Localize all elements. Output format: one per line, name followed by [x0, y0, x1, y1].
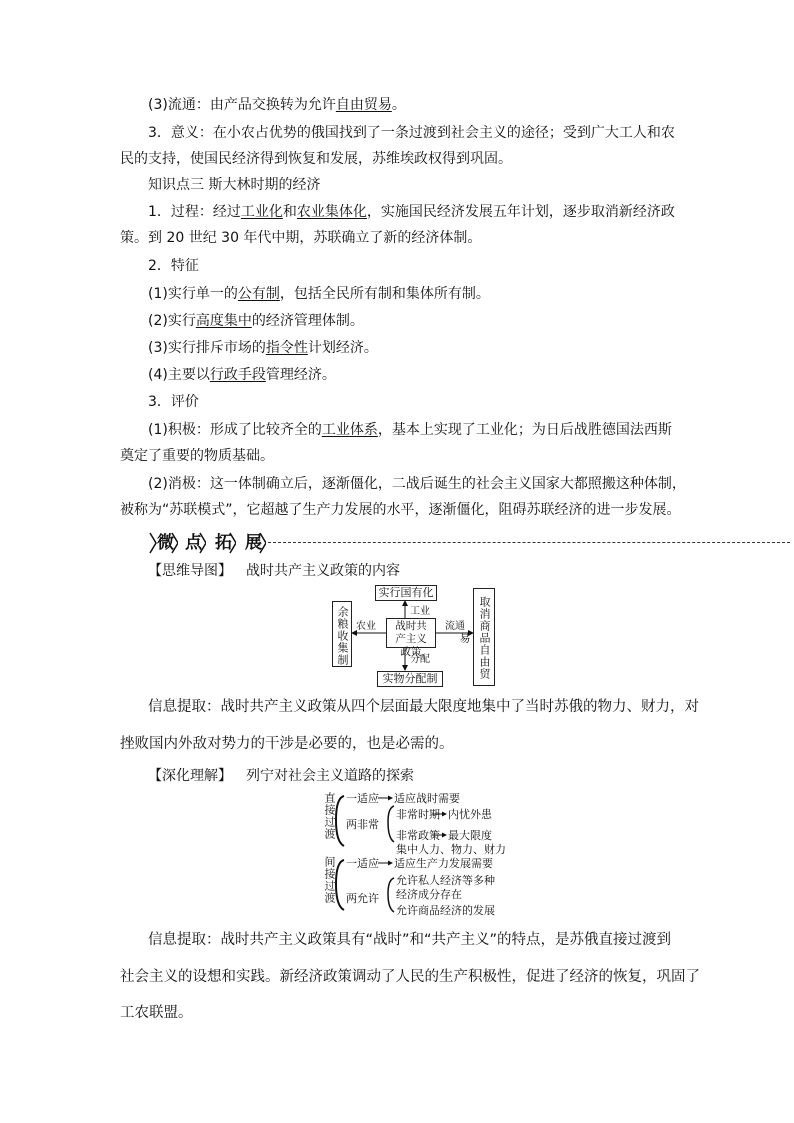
label-extraordinary-policy: 非常政策: [396, 829, 440, 842]
label-one-adapt-direct: 一适应: [346, 792, 379, 805]
text: 的经济管理体制。: [251, 313, 364, 329]
underlined-term: 高度集中: [195, 313, 252, 329]
info-extraction-2a: 信息提取：战时共产主义政策具有“战时”和“共产主义”的特点，是苏俄直接过渡到: [148, 932, 672, 948]
text: (2)实行: [148, 313, 196, 329]
banner-char: 拓: [215, 533, 232, 553]
knowledge-point-heading: 知识点三 斯大林时期的经济: [148, 177, 321, 193]
label-indirect-transition: 间接过渡: [323, 856, 336, 904]
underlined-term: 公有制: [237, 286, 280, 302]
banner-dashed-rule: [268, 542, 790, 543]
paragraph-circulation: [148, 95, 406, 115]
mindmap-diagram: [330, 584, 500, 688]
evaluation-positive-1: [148, 420, 672, 440]
subheading-evaluation: 3．评价: [148, 394, 199, 410]
underlined-term: 农业集体化: [296, 204, 367, 220]
paragraph-process-2: 策。到 20 世纪 30 年代中期，苏联确立了新的经济体制。: [120, 230, 482, 246]
text: 和: [282, 204, 297, 220]
text: (3)流通：由产品交换转为允许: [148, 97, 336, 113]
text: ，基本上实现了工业化；为日后战胜德国法西斯: [377, 422, 672, 438]
text: ，包括全民所有制和集体所有制。: [279, 286, 490, 302]
label-distribution: 分配: [410, 654, 430, 665]
text: 计划经济。: [307, 340, 378, 356]
section-title: 列宁对社会主义道路的探索: [246, 768, 414, 784]
feature-2: [148, 311, 364, 331]
paragraph-process-1: [148, 202, 675, 222]
label-allow-private: 允许私人经济等多种: [396, 874, 495, 887]
label-productivity-needs: 适应生产力发展需要: [394, 857, 493, 870]
text: 1．过程：经过: [148, 204, 241, 220]
text: (1)积极：形成了比较齐全的: [148, 422, 322, 438]
info-extraction-1b: 挫败国内外敌对势力的干涉是必要的，也是必需的。: [120, 736, 454, 752]
tag-label: 【深化理解】: [148, 768, 232, 784]
banner-chevron: [206, 532, 236, 554]
underlined-term: 自由贸易: [335, 97, 392, 113]
label-wartime-needs: 适应战时需要: [394, 792, 460, 805]
feature-1: [148, 284, 490, 304]
evaluation-negative-1: (2)消极：这一体制确立后，逐渐僵化，二战后诞生的社会主义国家大都照搬这种体制，: [148, 476, 686, 492]
mindmap-heading: [148, 561, 400, 581]
label-internal-external-troubles: 内忧外患: [448, 808, 492, 821]
info-extraction-2c: 工农联盟。: [120, 1005, 193, 1021]
node-distribution: 实物分配制: [377, 671, 443, 687]
section-banner: [148, 530, 790, 556]
banner-char: 展: [245, 533, 262, 553]
label-maximum: 最大限度: [448, 829, 492, 842]
label-extraordinary-period: 非常时期: [396, 808, 440, 821]
label-one-adapt-indirect: 一适应: [346, 857, 379, 870]
text: 管理经济。: [265, 367, 336, 383]
text: (4)主要以: [148, 367, 210, 383]
paragraph-significance-1: 3．意义：在小农占优势的俄国找到了一条过渡到社会主义的途径；受到广大工人和农: [148, 125, 675, 141]
label-agriculture: 农业: [356, 621, 376, 632]
underlined-term: 工业体系: [321, 422, 378, 438]
node-abolish-trade: 取消商品自由贸易: [473, 588, 495, 686]
banner-char: 点: [185, 533, 202, 553]
tag-label: 【思维导图】: [148, 563, 232, 579]
node-nationalization: 实行国有化: [375, 585, 437, 601]
paragraph-significance-2: 民的支持，使国民经济得到恢复和发展，苏维埃政权得到巩固。: [120, 151, 512, 167]
label-two-extraordinary: 两非常: [346, 818, 379, 831]
node-center-policy: 战时共产主义政策: [386, 618, 436, 648]
label-circulation: 流通: [445, 621, 465, 632]
info-extraction-2b: 社会主义的设想和实践。新经济政策调动了人民的生产积极性，促进了经济的恢复，巩固了: [120, 969, 700, 985]
lenin-path-diagram: [322, 790, 506, 920]
deepen-heading: [148, 766, 414, 786]
label-industry: 工业: [410, 606, 430, 617]
label-direct-transition: 直接过渡: [323, 792, 336, 840]
node-grain-requisition: 余粮收集制: [332, 601, 352, 667]
underlined-term: 指令性: [265, 340, 308, 356]
banner-chevron: [176, 532, 206, 554]
evaluation-positive-2: 奠定了重要的物质基础。: [120, 448, 274, 464]
label-concentrate-resources: 集中人力、物力、财力: [396, 843, 506, 856]
feature-4: [148, 365, 336, 385]
text: ，实施国民经济发展五年计划，逐步取消新经济政: [366, 204, 675, 220]
label-allow-commodity: 允许商品经济的发展: [396, 904, 495, 917]
banner-char: 微: [157, 533, 174, 553]
feature-3: [148, 338, 378, 358]
label-multiple-sectors: 经济成分存在: [396, 888, 462, 901]
info-extraction-1a: 信息提取：战时共产主义政策从四个层面最大限度地集中了当时苏俄的物力、财力，对: [148, 699, 699, 715]
text: (3)实行排斥市场的: [148, 340, 266, 356]
banner-chevron: [148, 532, 178, 554]
banner-chevron: [236, 532, 266, 554]
text: (1)实行单一的: [148, 286, 238, 302]
label-two-allow: 两允许: [346, 892, 379, 905]
underlined-term: 工业化: [240, 204, 283, 220]
underlined-term: 行政手段: [209, 367, 266, 383]
evaluation-negative-2: 被称为“苏联模式”，它超越了生产力发展的水平，逐渐僵化，阻碍苏联经济的进一步发展。: [120, 502, 681, 518]
section-title: 战时共产主义政策的内容: [246, 563, 400, 579]
subheading-features: 2．特征: [148, 258, 199, 274]
text: 。: [391, 97, 406, 113]
